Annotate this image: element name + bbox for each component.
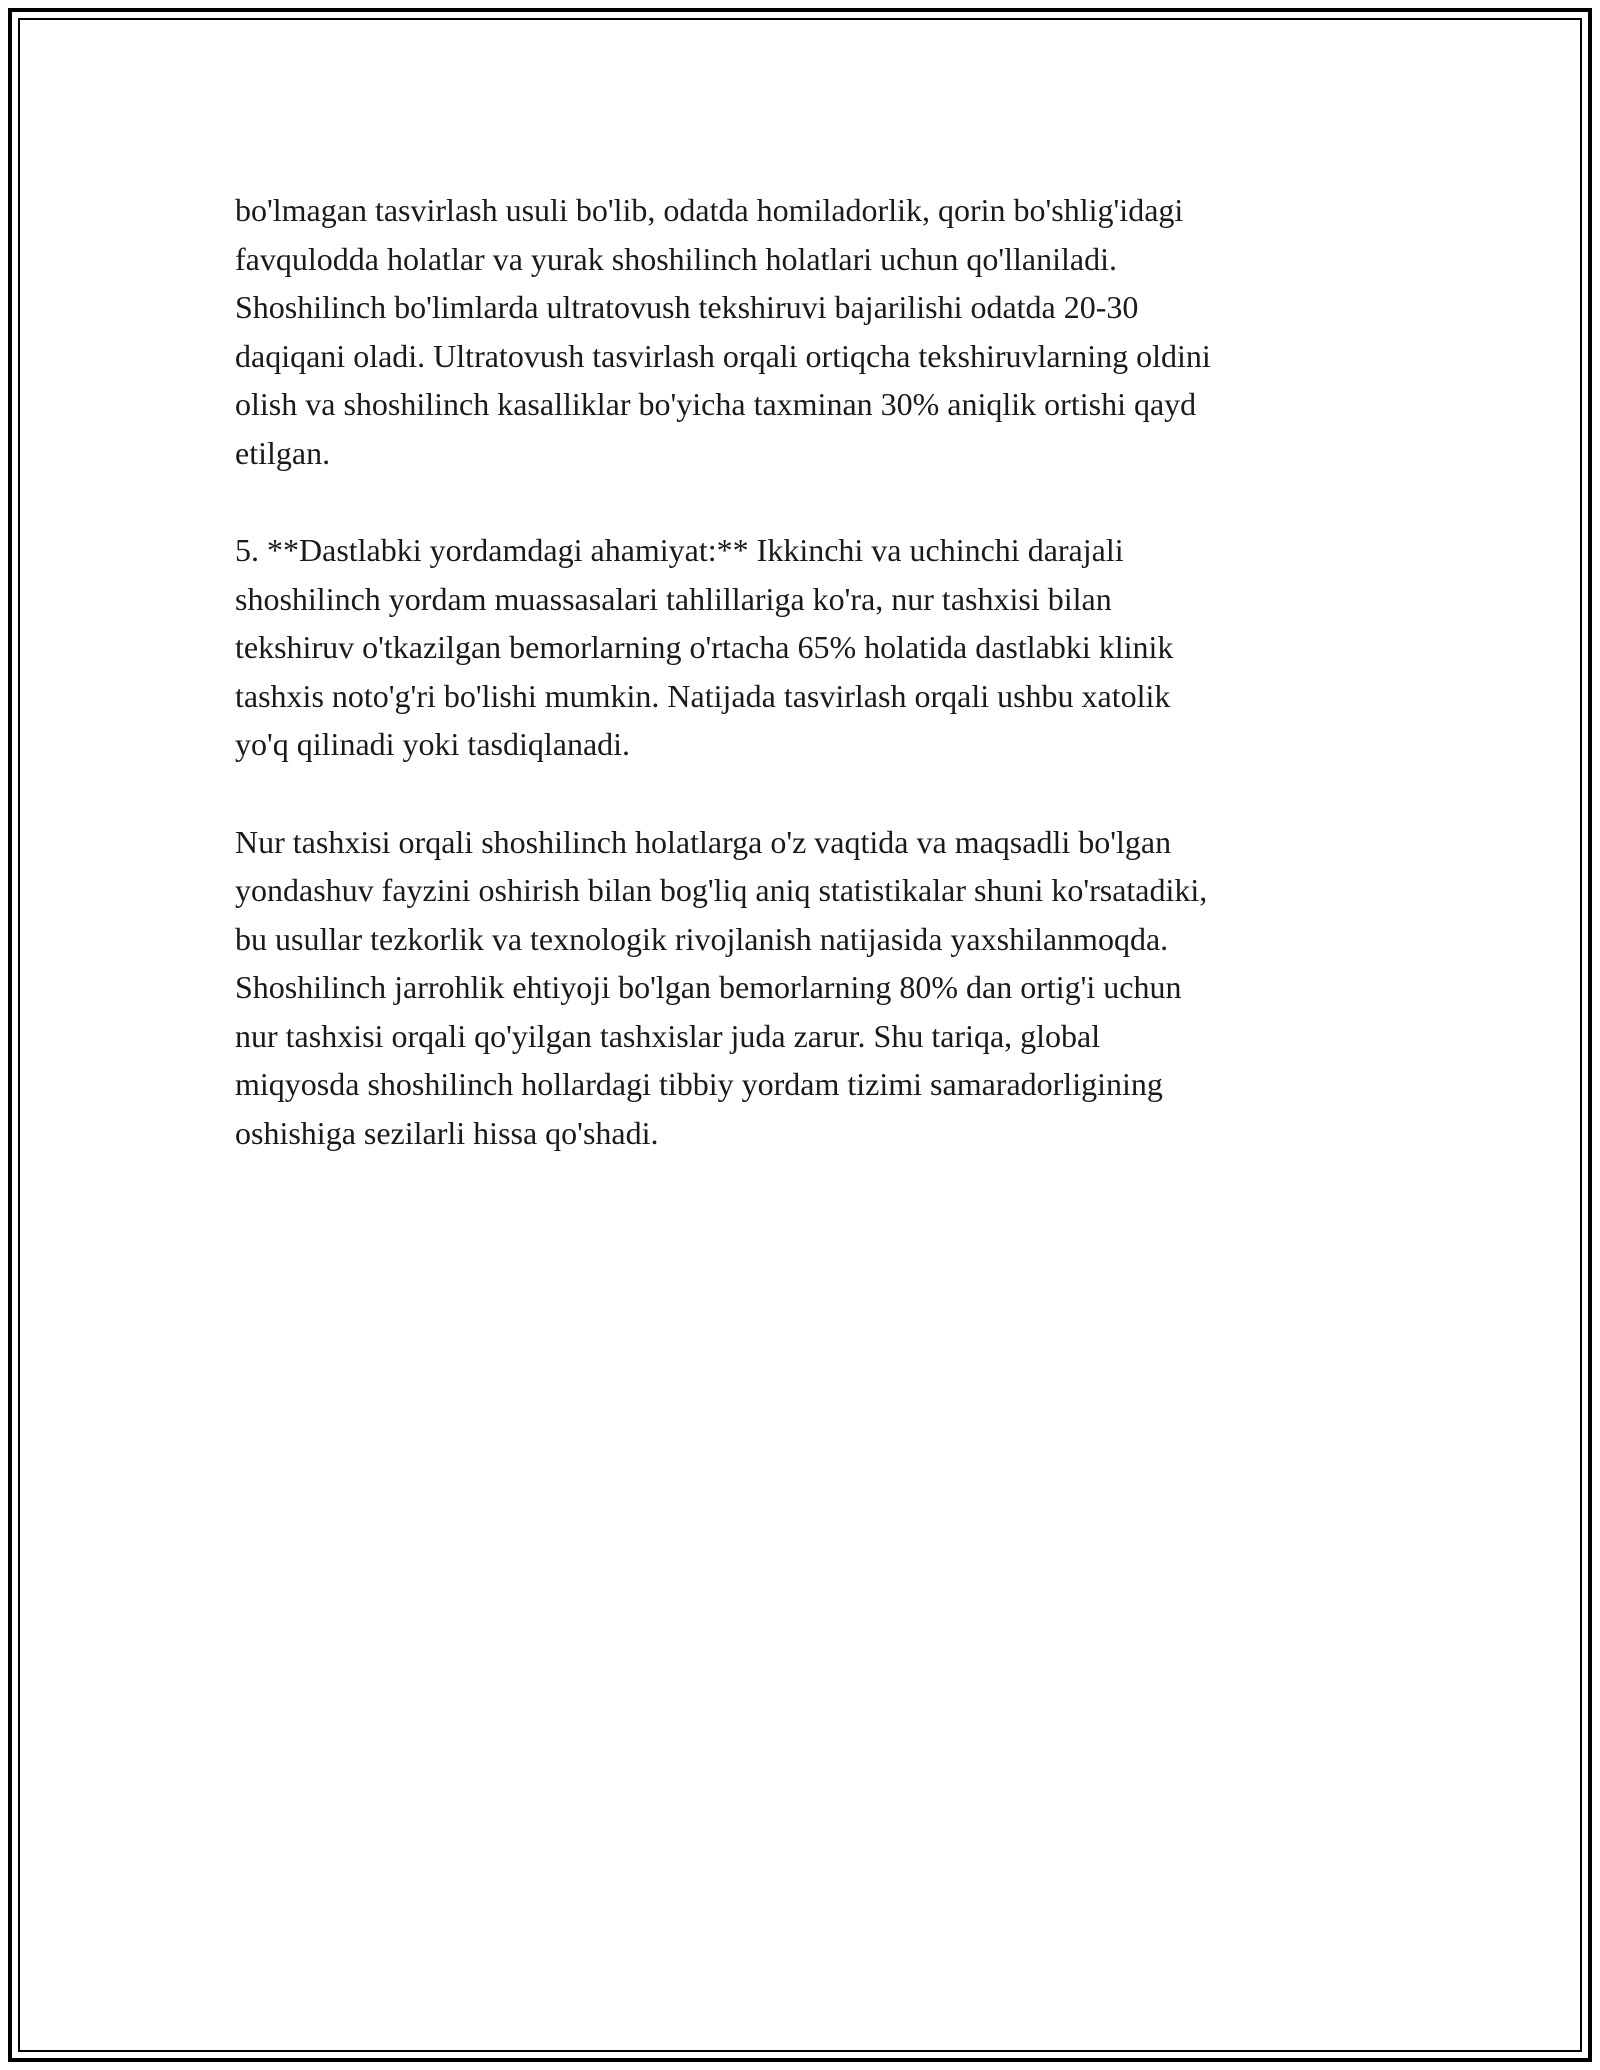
text-line: tekshiruv o'tkazilgan bemorlarning o'rtacha 65% holatida dastlabki klinik [235,629,1174,665]
paragraph-conclusion [235,818,1375,1158]
text-line: Shoshilinch bo'limlarda ultratovush tekshiruvi bajarilishi odatda 20-30 [235,289,1139,325]
text-line: olish va shoshilinch kasalliklar bo'yicha taxminan 30% aniqlik ortishi qayd [235,386,1197,422]
text-line: daqiqani oladi. Ultratovush tasvirlash orqali ortiqcha tekshiruvlarning oldini [235,337,1211,374]
paragraph-first-aid-importance [235,526,1375,769]
text-line: favqulodda holatlar va yurak shoshilinch holatlari uchun qo'llaniladi. [235,240,1117,277]
text-line: 5. **Dastlabki yordamdagi ahamiyat:** Ikkinchi va uchinchi darajali [235,532,1124,568]
text-line: Shoshilinch jarrohlik ehtiyoji bo'lgan bemorlarning 80% dan ortig'i uchun [235,969,1182,1005]
text-line: yo'q qilinadi yoki tasdiqlanadi. [235,726,631,762]
text-line: bu usullar tezkorlik va texnologik rivojlanish natijasida yaxshilanmoqda. [235,920,1169,957]
text-line: nur tashxisi orqali qo'yilgan tashxislar juda zarur. Shu tariqa, global [235,1017,1101,1054]
document-body [235,186,1375,1206]
text-line: yondashuv fayzini oshirish bilan bog'liq aniq statistikalar shuni ko'rsatadiki, [235,872,1208,908]
text-line: etilgan. [235,434,331,471]
text-line: Nur tashxisi orqali shoshilinch holatlarga o'z vaqtida va maqsadli bo'lgan [235,823,1172,860]
text-line: bo'lmagan tasvirlash usuli bo'lib, odatda homiladorlik, qorin bo'shlig'idagi [235,192,1184,228]
text-line: shoshilinch yordam muassasalari tahlillariga ko'ra, nur tashxisi bilan [235,580,1112,617]
text-line: oshishiga sezilarli hissa qo'shadi. [235,1114,659,1151]
text-line: tashxis noto'g'ri bo'lishi mumkin. Natijada tasvirlash orqali ushbu xatolik [235,677,1171,714]
paragraph-ultrasound [235,186,1375,477]
text-line: miqyosda shoshilinch hollardagi tibbiy yordam tizimi samaradorligining [235,1066,1163,1102]
